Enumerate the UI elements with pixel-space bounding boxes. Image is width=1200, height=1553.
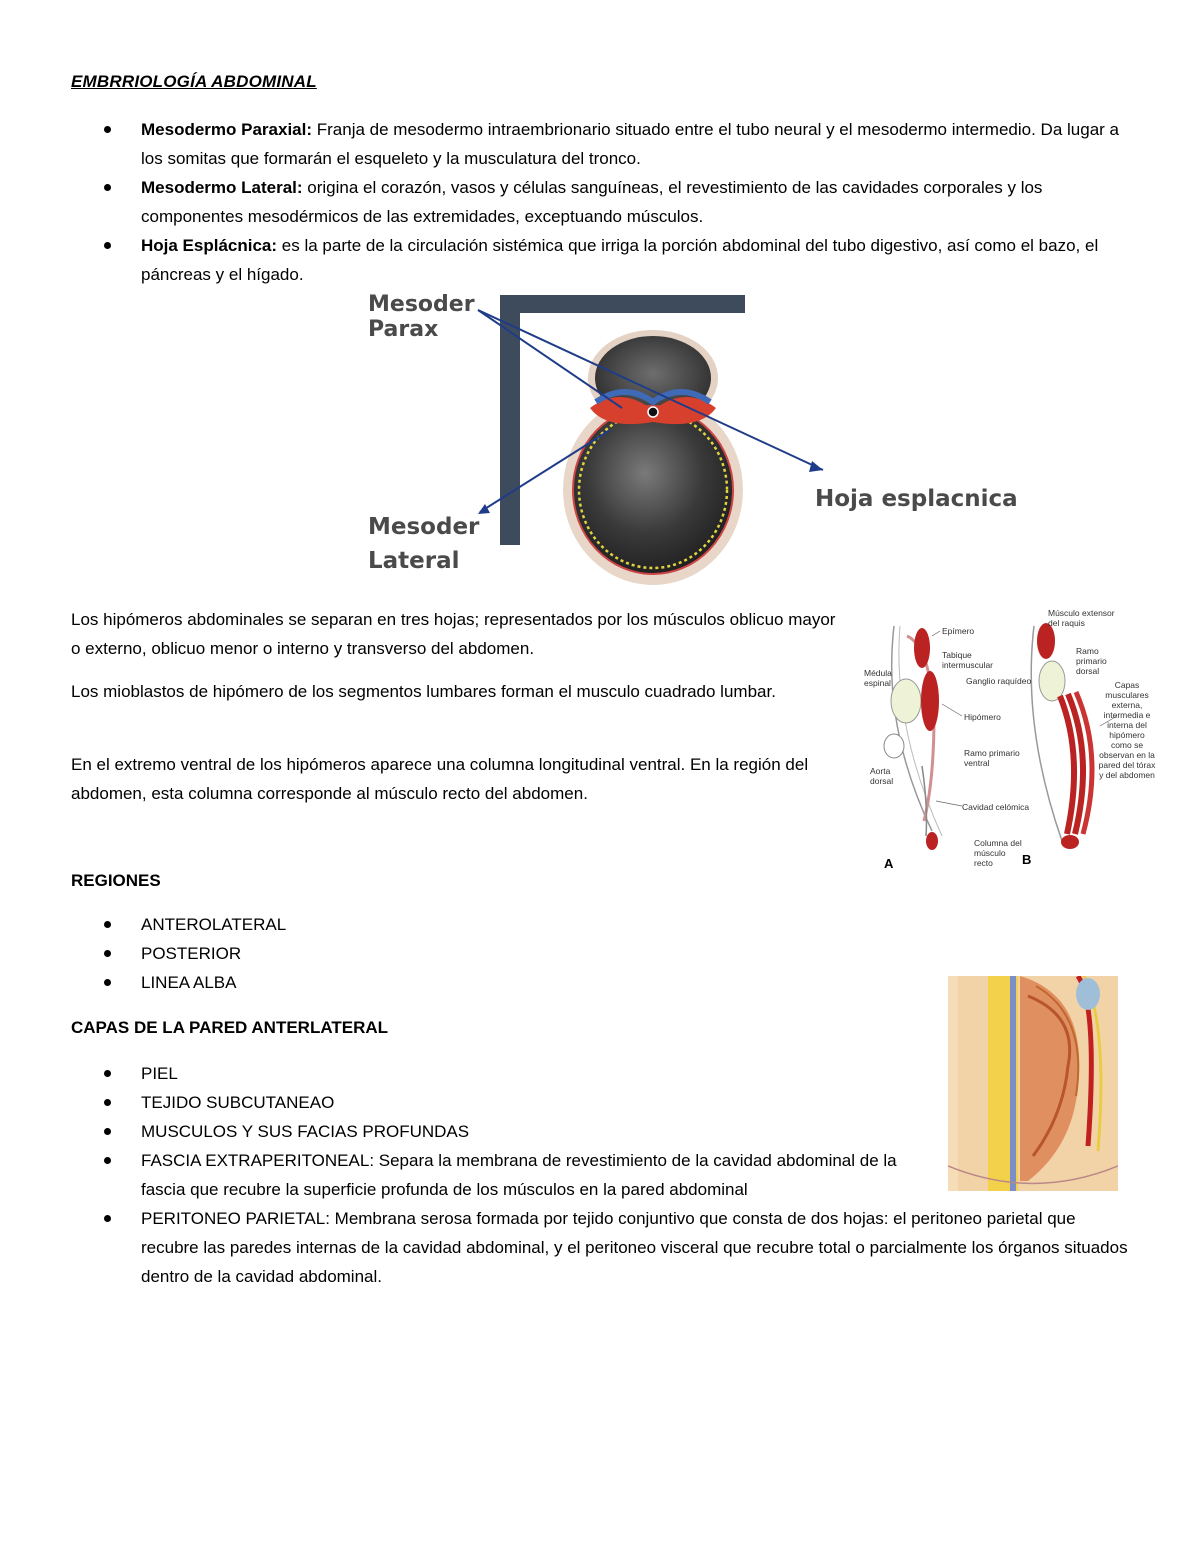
page-title: EMBRRIOLOGÍA ABDOMINAL — [71, 72, 317, 91]
paragraph-hipomeros: Los hipómeros abdominales se separan en tres hojas; representados por los músculos oblicuo mayor o externo, oblicuo menor o interno y transverso del abdomen. — [71, 610, 836, 658]
capa-item: PIEL — [141, 1064, 178, 1083]
list-item — [71, 939, 571, 968]
term: Hoja Esplácnica: — [141, 236, 278, 255]
panel-b-label: B — [1022, 852, 1032, 867]
bullet-icon — [104, 950, 111, 957]
label-cavidad: Cavidad celómica — [962, 802, 1030, 812]
term: Mesodermo Lateral: — [141, 178, 303, 197]
intro-list — [71, 115, 1131, 289]
capa-item: PERITONEO PARIETAL: Membrana serosa formada por tejido conjuntivo que consta de dos hojas: el peritoneo parietal que recubre las paredes internas de la cavidad abdominal, y el peritoneo visceral que recubre total o parcialmente los órganos situados dentro de la cavidad abdominal. — [141, 1209, 1128, 1286]
bullet-icon — [104, 184, 111, 191]
paragraph-mioblastos: Los mioblastos de hipómero de los segmentos lumbares forman el musculo cuadrado lumbar. — [71, 682, 776, 701]
bullet-icon — [104, 1070, 111, 1077]
label-musculo-extensor: Músculo extensor del raquis — [1048, 608, 1115, 628]
label-mesoderm-paraxial-2: Parax — [368, 317, 439, 342]
bullet-icon — [104, 1157, 111, 1164]
label-hoja-esplacnica: Hoja esplacnica — [815, 486, 1018, 512]
capa-item: MUSCULOS Y SUS FACIAS PROFUNDAS — [141, 1122, 470, 1141]
bullet-icon — [104, 921, 111, 928]
label-ramo-dorsal: Ramo primario dorsal — [1076, 646, 1107, 676]
regiones-heading: REGIONES — [71, 871, 161, 890]
list-item — [71, 1117, 1131, 1146]
bullet-icon — [104, 1215, 111, 1222]
list-item — [71, 1059, 1131, 1088]
label-hipomero: Hipómero — [964, 712, 1001, 722]
regiones-list — [71, 910, 571, 997]
list-item — [71, 968, 571, 997]
list-item — [71, 1088, 1131, 1117]
label-aorta: Aorta dorsal — [870, 766, 894, 786]
label-mesoderm-lateral-2: Lateral — [368, 548, 460, 574]
label-capas: Capas musculares externa, intermedia e interna del hipómero como se observan en la pared del tórax y del abdomen — [1098, 680, 1156, 780]
list-item — [71, 231, 1131, 289]
hipomero-figure — [862, 606, 1162, 874]
bullet-icon — [104, 1099, 111, 1106]
capa-item: FASCIA EXTRAPERITONEAL: Separa la membrana de revestimiento de la cavidad abdominal de la fascia que recubre la superficie profunda de los músculos en la pared abdominal — [141, 1151, 897, 1199]
label-ramo-ventral: Ramo primario ventral — [964, 748, 1020, 768]
label-tabique: Tabique intermuscular — [942, 650, 994, 670]
list-item — [71, 1204, 1131, 1291]
definition: Franja de mesodermo intraembrionario situado entre el tubo neural y el mesodermo intermedio. Da lugar a los somitas que formarán el esqueleto y la musculatura del tronco. — [141, 120, 1119, 168]
label-epimero: Epímero — [942, 626, 975, 636]
label-ganglio: Ganglio raquídeo — [966, 676, 1032, 686]
definition: origina el corazón, vasos y células sanguíneas, el revestimiento de las cavidades corporales y los componentes mesodérmicos de las extremidades, exceptuando músculos. — [141, 178, 1043, 226]
label-mesoderm-lateral-1: Mesoder — [368, 514, 480, 540]
label-medula: Médula espinal — [864, 668, 892, 688]
bullet-icon — [104, 1128, 111, 1135]
region-item: LINEA ALBA — [141, 973, 237, 992]
list-item — [71, 115, 1131, 173]
definition: es la parte de la circulación sistémica que irriga la porción abdominal del tubo digestivo, así como el bazo, el páncreas y el hígado. — [141, 236, 1099, 284]
bullet-icon — [104, 242, 111, 249]
capa-item: TEJIDO SUBCUTANEAO — [141, 1093, 335, 1112]
list-item — [71, 173, 1131, 231]
capas-heading: CAPAS DE LA PARED ANTERLATERAL — [71, 1018, 389, 1037]
region-item: ANTEROLATERAL — [141, 915, 287, 934]
region-item: POSTERIOR — [141, 944, 242, 963]
list-item — [71, 1146, 901, 1204]
term: Mesodermo Paraxial: — [141, 120, 313, 139]
label-mesoderm-paraxial-1: Mesoder — [368, 292, 475, 317]
embryo-illustration — [360, 290, 1060, 590]
panel-a-label: A — [884, 856, 894, 871]
bullet-icon — [104, 979, 111, 986]
bullet-icon — [104, 126, 111, 133]
paragraph-columna-ventral: En el extremo ventral de los hipómeros aparece una columna longitudinal ventral. En la región del abdomen, esta columna corresponde al músculo recto del abdomen. — [71, 755, 809, 803]
capas-list — [71, 1059, 1131, 1291]
embryo-figure — [360, 290, 1060, 590]
list-item — [71, 910, 571, 939]
label-columna: Columna del músculo recto — [974, 838, 1022, 868]
